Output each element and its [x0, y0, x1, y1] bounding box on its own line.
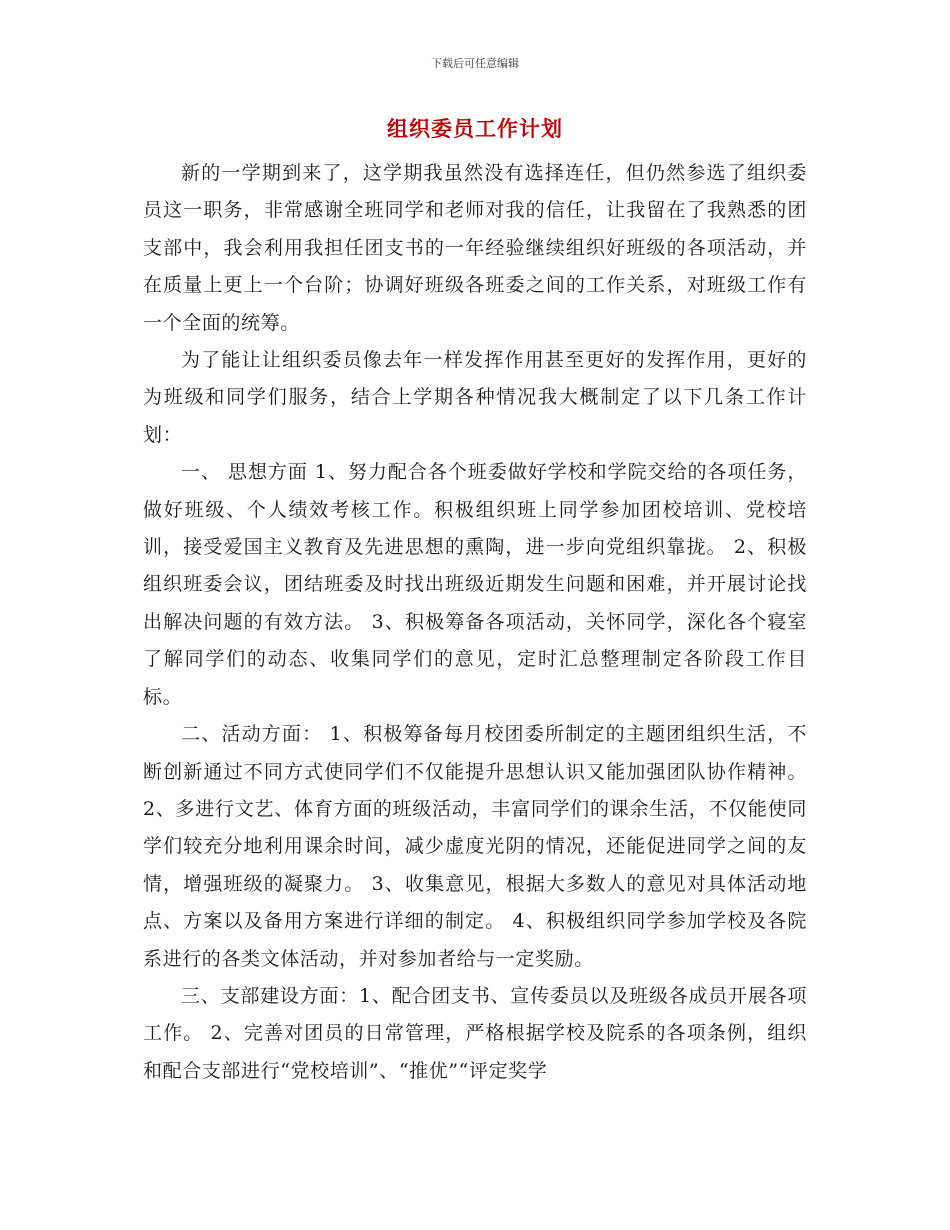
page-header-note: 下载后可任意编辑 — [431, 57, 519, 70]
paragraph-ideology: 一、 思想方面 1、努力配合各个班委做好学校和学院交给的各项任务，做好班级、个人绩效考核工作。积极组织班上同学参加团校培训、党校培训，接受爱国主义教育及先进思想的熏陶，进一步向党组织靠拢。 2、积极组织班委会议，团结班委及时找出班级近期发生问题和困难，并开展讨论找出解决问题的有效方法。 3、积极筹备各项活动，关怀同学，深化各个寝室了解同学们的动态、收集同学们的意见，定时汇总整理制定各阶段工作目标。 — [143, 461, 807, 708]
paragraph-intro: 新的一学期到来了，这学期我虽然没有选择连任，但仍然参选了组织委员这一职务，非常感谢全班同学和老师对我的信任，让我留在了我熟悉的团支部中，我会利用我担任团支书的一年经验继续组织好班级的各项活动，并在质量上更上一个台阶；协调好班级各班委之间的工作关系，对班级工作有一个全面的统筹。 — [143, 162, 807, 334]
paragraph-branch-building: 三、支部建设方面：1、配合团支书、宣传委员以及班级各成员开展各项工作。 2、完善对团员的日常管理，严格根据学校及院系的各项条例，组织和配合支部进行“党校培训”、“推优”“评定奖学 — [143, 984, 807, 1082]
document-body — [143, 155, 807, 1090]
paragraph-purpose: 为了能让让组织委员像去年一样发挥作用甚至更好的发挥作用，更好的为班级和同学们服务，结合上学期各种情况我大概制定了以下几条工作计划： — [143, 349, 807, 446]
paragraph-activities: 二、活动方面： 1、积极筹备每月校团委所制定的主题团组织生活，不断创新通过不同方式使同学们不仅能提升思想认识又能加强团队协作精神。 2、多进行文艺、体育方面的班级活动，丰富同学们的课余生活，不仅能使同学们较充分地利用课余时间，减少虚度光阴的情况，还能促进同学之间的友情，增强班级的凝聚力。 3、收集意见，根据大多数人的意见对具体活动地点、方案以及备用方案进行详细的制定。 4、积极组织同学参加学校及各院系进行的各类文体活动，并对参加者给与一定奖励。 — [143, 723, 807, 970]
document-title: 组织委员工作计划 — [387, 117, 563, 141]
